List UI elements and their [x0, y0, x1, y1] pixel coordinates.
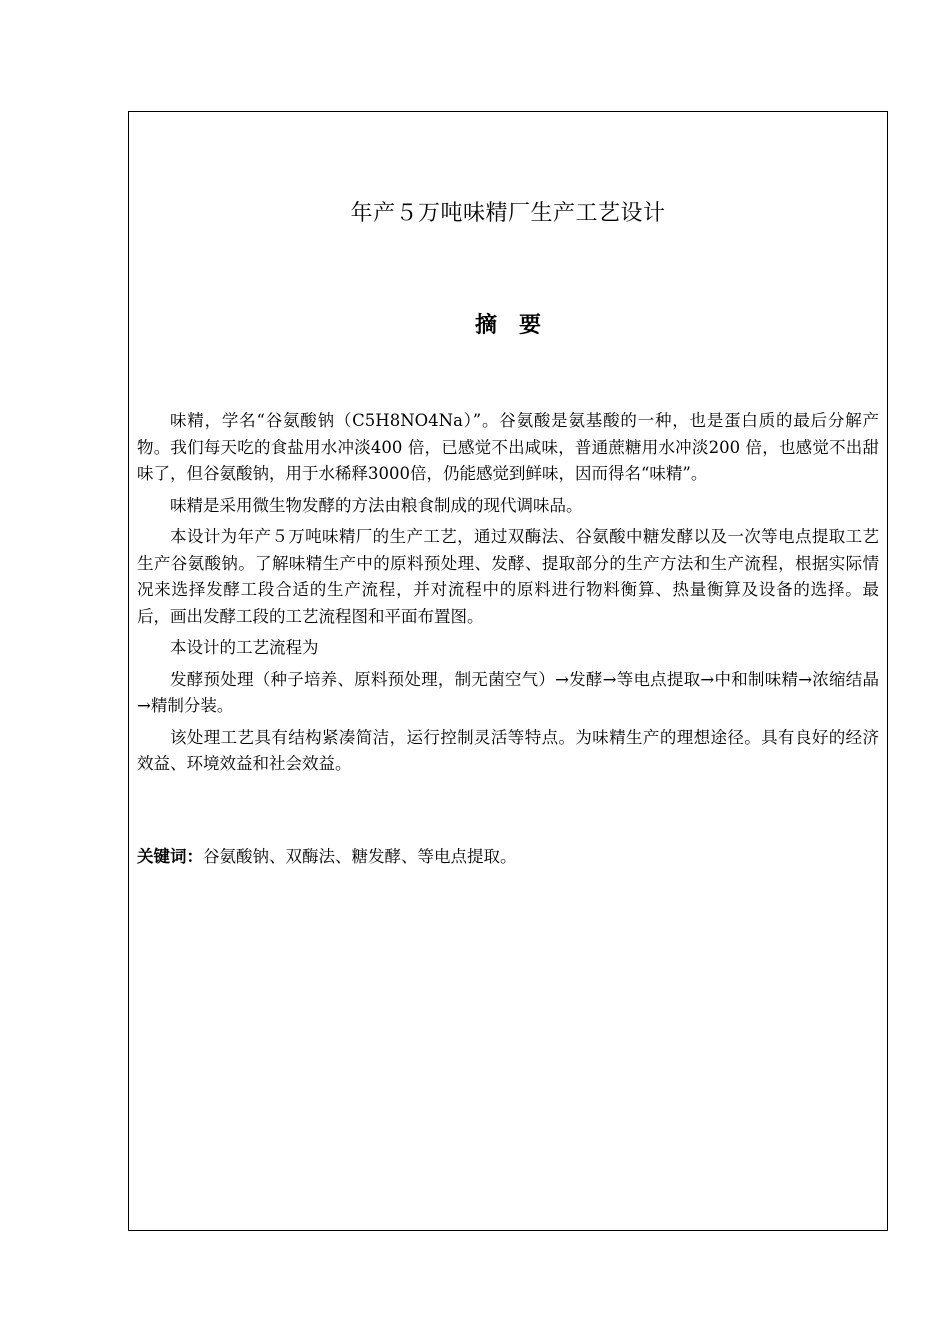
paragraph-definition: 味精，学名“谷氨酸钠（C5H8NO4Na）”。谷氨酸是氨基酸的一种，也是蛋白质的最后分解产物。我们每天吃的食盐用水冲淡400 倍，已感觉不出咸味，普通蔗糖用水冲淡200 倍，也感觉不出甜味了，但谷氨酸钠，用于水稀释3000倍，仍能感觉到鲜味，因而得名“味精”。: [137, 411, 879, 483]
document-title: 年产５万吨味精厂生产工艺设计: [350, 201, 666, 226]
paragraph-benefits: 该处理工艺具有结构紧凑简洁，运行控制灵活等特点。为味精生产的理想途径。具有良好的经济效益、环境效益和社会效益。: [137, 727, 879, 773]
paragraph-modern-seasoning: 味精是采用微生物发酵的方法由粮食制成的现代调味品。: [170, 495, 583, 515]
paragraph-design-scope: 本设计为年产５万吨味精厂的生产工艺，通过双酶法、谷氨酸中糖发酵以及一次等电点提取工艺生产谷氨酸钠。了解味精生产中的原料预处理、发酵、提取部分的生产方法和生产流程，根据实际情况来选择发酵工段合适的生产流程，并对流程中的原料进行物料衡算、热量衡算及设备的选择。最后，画出发酵工段的工艺流程图和平面布置图。: [137, 527, 879, 626]
abstract-body: [137, 408, 879, 783]
keywords-text: 谷氨酸钠、双酶法、糖发酵、等电点提取。: [203, 847, 517, 866]
paragraph-process-intro: 本设计的工艺流程为: [170, 638, 319, 657]
paragraph-process-flow: 发酵预处理（种子培养、原料预处理，制无菌空气）→发酵→等电点提取→中和制味精→浓缩结晶→精制分装。: [137, 669, 879, 715]
keywords-line: [137, 844, 879, 870]
keywords-label: 关键词：: [137, 847, 203, 866]
abstract-heading: 摘 要: [474, 313, 541, 338]
page-frame: [128, 111, 888, 1231]
